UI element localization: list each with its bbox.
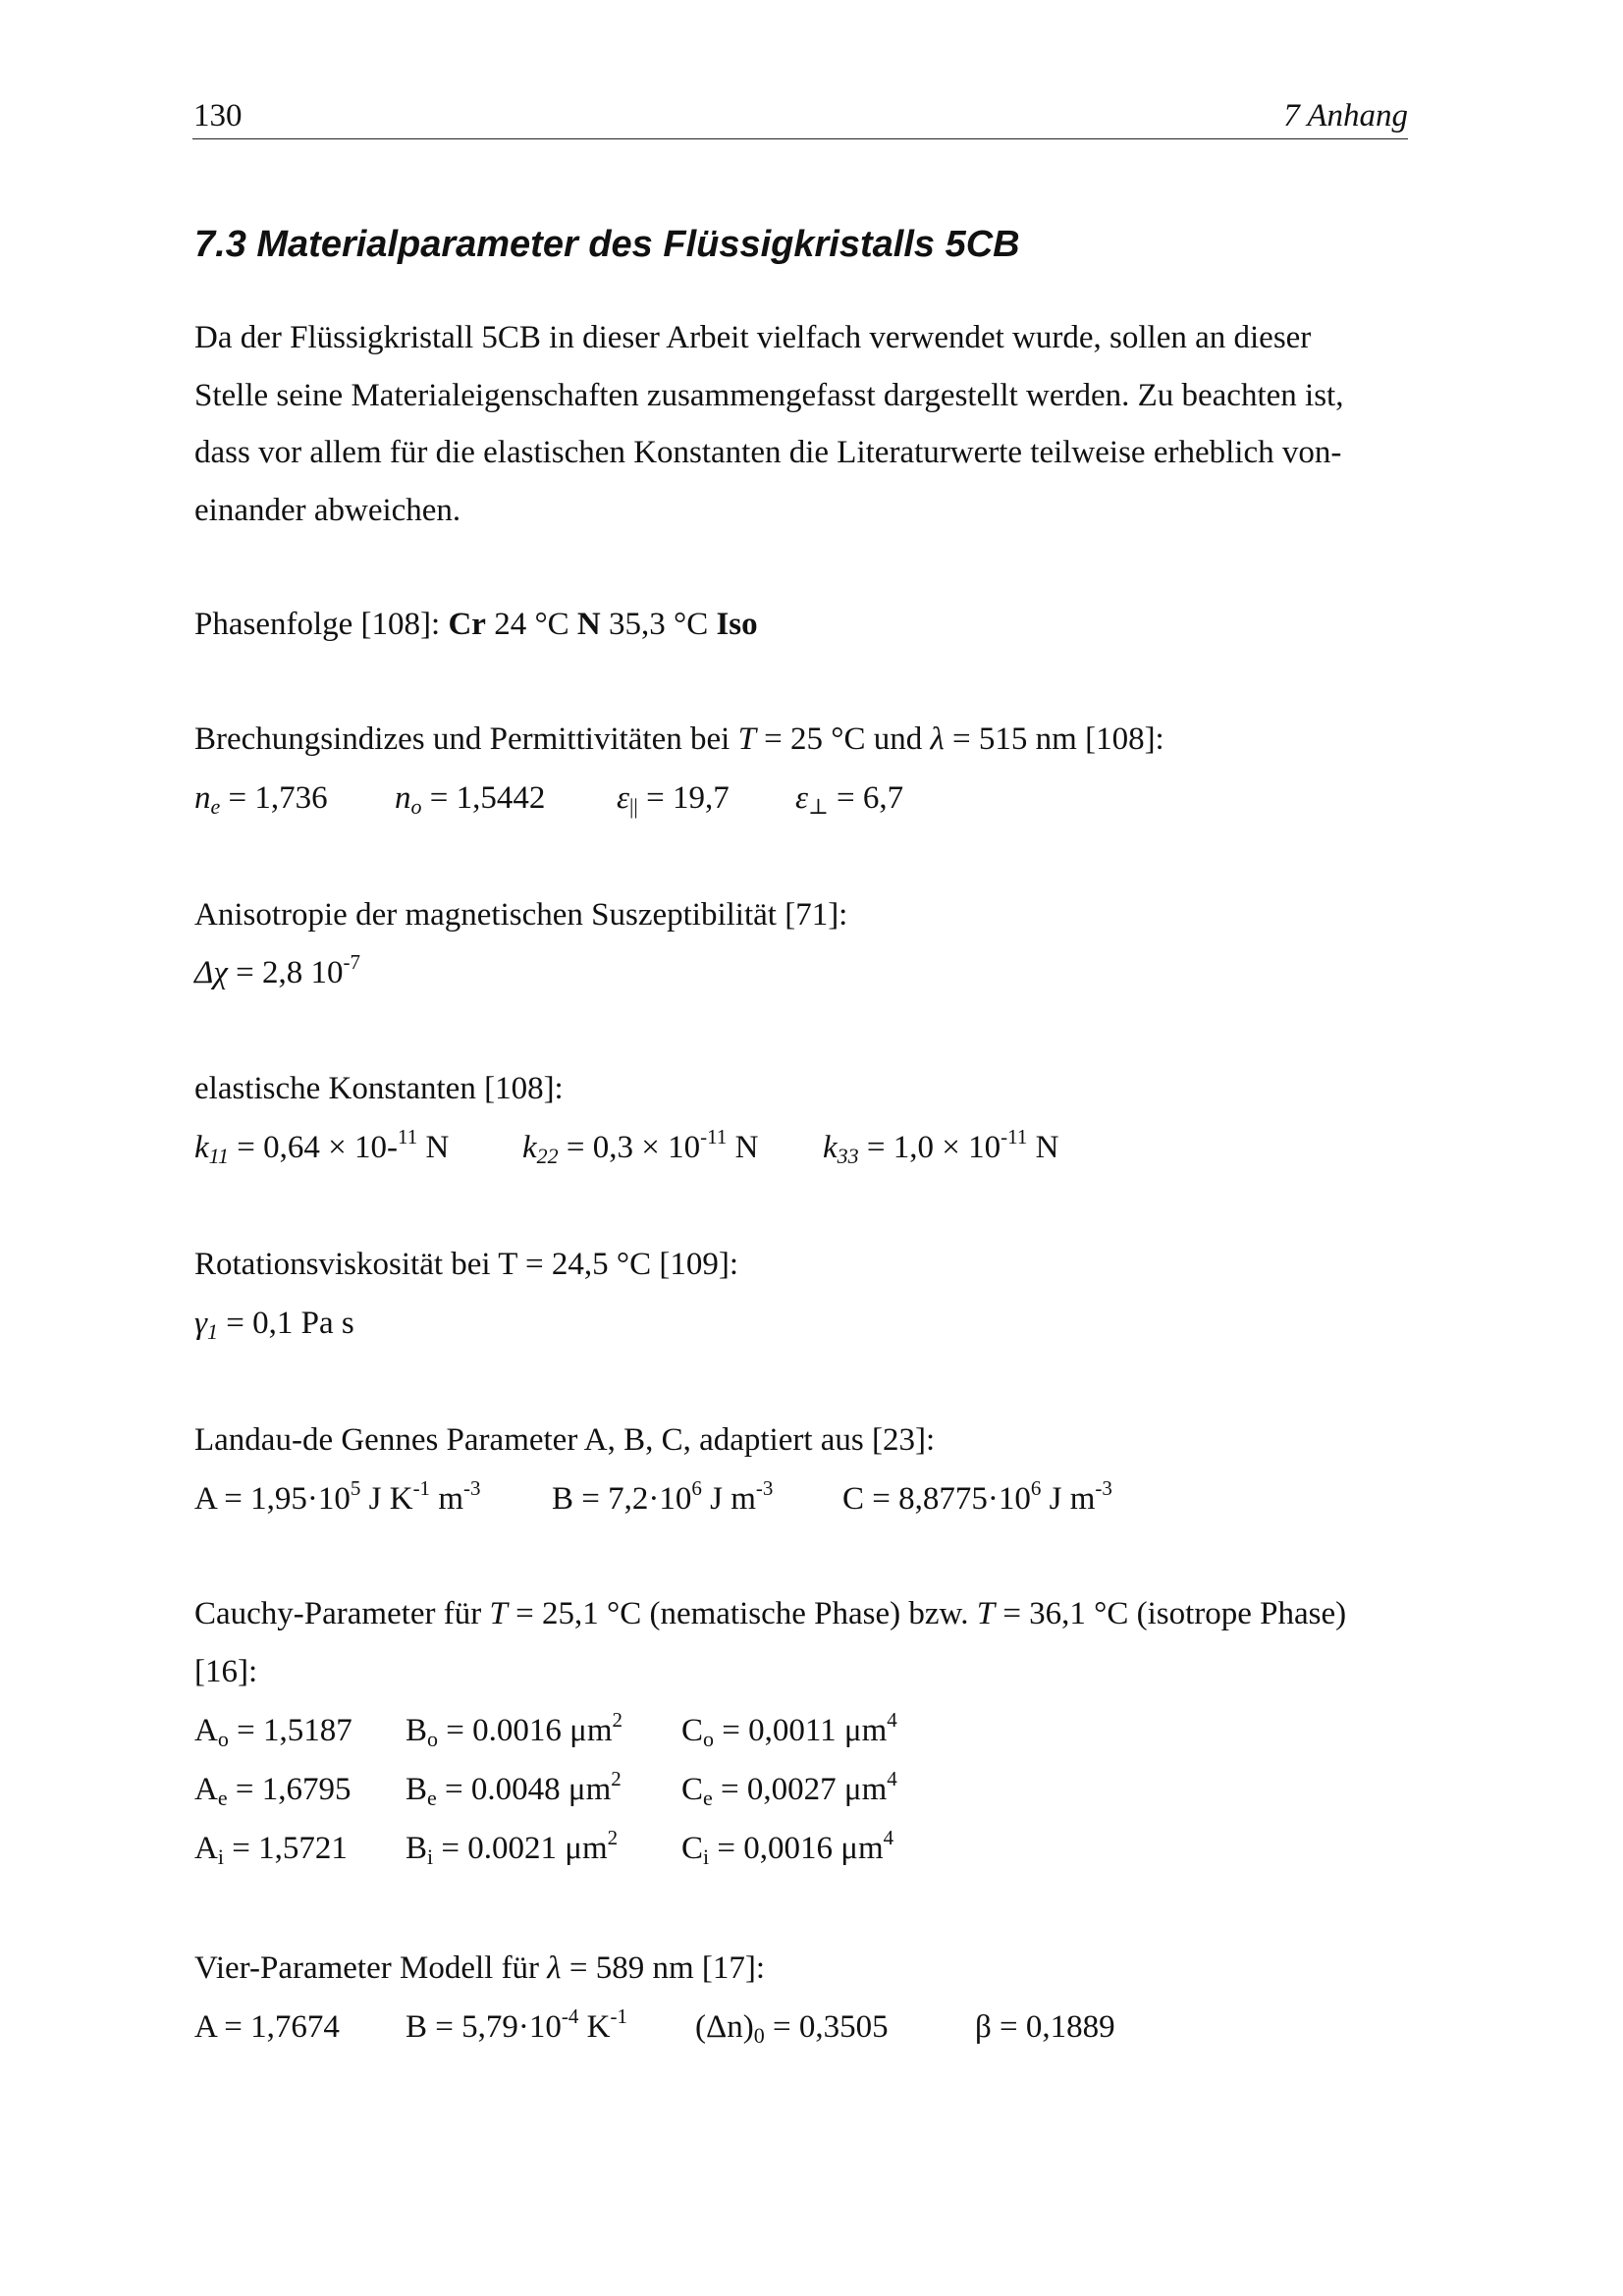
four-param-beta: β = 0,1889 <box>975 2009 1115 2045</box>
landau-b-unit-exponent: -3 <box>755 1476 774 1500</box>
delta-chi-number: = 2,8 10 <box>236 955 344 990</box>
k11-number: = 0,64 × 10- <box>237 1130 398 1165</box>
cauchy-b-exponent: 2 <box>607 1826 619 1849</box>
four-param-heading-post: = 589 nm [17]: <box>568 1950 766 1986</box>
magnetic-heading: Anisotropie der magnetischen Suszeptibilität [71]: <box>194 897 848 933</box>
k22-exponent: -11 <box>700 1125 728 1148</box>
section-title: 7.3 Materialparameter des Flüssigkristalls 5CB <box>194 224 1020 265</box>
cauchy-a <box>194 1829 348 1868</box>
landau-b-number: B = 7,2·10 <box>552 1481 692 1517</box>
page-number: 130 <box>193 98 243 133</box>
four-param-delta-n-number: = 0,3505 <box>772 2009 889 2045</box>
cauchy-c <box>681 1826 894 1869</box>
cauchy-a-number: = 1,5721 <box>232 1831 348 1866</box>
running-header: 7 Anhang <box>1283 98 1408 133</box>
eps-parallel-symbol: ε <box>617 780 630 816</box>
gamma-symbol: γ <box>194 1306 208 1341</box>
k33-subscript: 33 <box>837 1144 859 1168</box>
eps-parallel-subscript: || <box>629 794 638 819</box>
eps-parallel-number: = 19,7 <box>646 780 730 816</box>
cauchy-temperature-symbol: T <box>489 1596 508 1631</box>
cauchy-a-subscript: e <box>217 1786 228 1810</box>
no-number: = 1,5442 <box>429 780 546 816</box>
landau-c-value <box>842 1476 1112 1519</box>
landau-values <box>194 1476 1412 1519</box>
landau-a-number: A = 1,95·10 <box>194 1481 351 1517</box>
cauchy-a-label: A <box>194 1831 218 1866</box>
refraction-heading-pre: Brechungsindizes und Permittivitäten bei <box>194 721 730 757</box>
landau-c-exponent: 6 <box>1030 1476 1042 1500</box>
phase-t1: 24 °C <box>494 607 569 642</box>
refraction-values <box>194 778 1412 818</box>
k11-subscript: 11 <box>208 1144 230 1168</box>
four-param-heading-pre: Vier-Parameter Modell für <box>194 1950 540 1986</box>
k33-exponent: -11 <box>1001 1125 1028 1148</box>
cauchy-b-label: B <box>406 1772 428 1807</box>
cauchy-a-subscript: i <box>217 1844 224 1869</box>
magnetic-value <box>194 950 361 992</box>
k22-number: = 0,3 × 10 <box>566 1130 701 1165</box>
cauchy-b <box>406 1826 619 1869</box>
k11-exponent: 11 <box>398 1125 418 1148</box>
cauchy-b-exponent: 2 <box>612 1708 622 1732</box>
cauchy-row <box>194 1767 1412 1810</box>
cauchy-a-subscript: o <box>217 1727 229 1751</box>
landau-a-unit2: m <box>438 1481 463 1517</box>
gamma-subscript: 1 <box>207 1319 219 1344</box>
four-param-values <box>194 2004 1412 2048</box>
cauchy-c-subscript: o <box>703 1727 715 1751</box>
intro-line-1: Da der Flüssigkristall 5CB in dieser Arbeit vielfach verwendet wurde, sollen an dieser <box>194 320 1312 355</box>
k11-value <box>194 1125 450 1168</box>
four-param-b-unit-exponent: -1 <box>610 2004 627 2028</box>
k33-unit: N <box>1035 1130 1059 1165</box>
landau-c-unit: J m <box>1049 1481 1096 1517</box>
landau-a-value <box>194 1476 481 1519</box>
k11-unit: N <box>425 1130 450 1165</box>
viscosity-heading: Rotationsviskosität bei T = 24,5 °C [109]: <box>194 1247 739 1282</box>
cauchy-c-label: C <box>681 1772 704 1807</box>
landau-heading: Landau-de Gennes Parameter A, B, C, adaptiert aus [23]: <box>194 1422 936 1458</box>
four-param-delta-n-subscript: 0 <box>753 2023 765 2048</box>
k11-symbol: k <box>194 1130 209 1165</box>
landau-a-unit: J K <box>368 1481 413 1517</box>
ne-number: = 1,736 <box>228 780 328 816</box>
cauchy-c-exponent: 4 <box>887 1708 897 1732</box>
delta-chi-exponent: -7 <box>343 950 361 974</box>
landau-a-exponent: 5 <box>350 1476 361 1500</box>
eps-parallel-value <box>617 778 730 818</box>
intro-line-3: dass vor allem für die elastischen Konstanten die Literaturwerte teilweise erheblich von- <box>194 435 1342 470</box>
cauchy-heading <box>194 1594 1346 1633</box>
cauchy-c-label: C <box>681 1713 704 1748</box>
k33-value <box>823 1125 1059 1168</box>
cauchy-a-number: = 1,6795 <box>235 1772 352 1807</box>
cauchy-b-number: = 0.0021 μm <box>441 1831 608 1866</box>
eps-perp-subscript: ⊥ <box>808 794 829 819</box>
lambda-symbol: λ <box>930 721 945 757</box>
gamma-number: = 0,1 Pa s <box>226 1306 354 1341</box>
cauchy-heading-mid: = 25,1 °C (nematische Phase) bzw. <box>515 1596 969 1631</box>
intro-line-4: einander abweichen. <box>194 493 461 528</box>
cauchy-b-label: B <box>406 1713 428 1748</box>
eps-perp-value <box>795 778 903 818</box>
cauchy-b-number: = 0.0048 μm <box>445 1772 612 1807</box>
four-param-a: A = 1,7674 <box>194 2009 340 2045</box>
no-subscript: o <box>410 794 422 819</box>
cauchy-row <box>194 1826 1412 1869</box>
cauchy-b-exponent: 2 <box>611 1767 622 1790</box>
four-param-delta-n-label: (Δn) <box>695 2009 754 2045</box>
phase-label: Phasenfolge [108]: <box>194 607 441 642</box>
elastic-heading: elastische Konstanten [108]: <box>194 1071 564 1106</box>
intro-line-2: Stelle seine Materialeigenschaften zusammengefasst dargestellt werden. Zu beachten ist, <box>194 378 1344 413</box>
cauchy-temperature-symbol-2: T <box>976 1596 996 1631</box>
ne-symbol: n <box>194 780 211 816</box>
cauchy-c-subscript: e <box>703 1786 713 1810</box>
cauchy-c <box>681 1767 897 1810</box>
landau-a-unit2-exponent: -3 <box>462 1476 481 1500</box>
temperature-symbol: T <box>737 721 756 757</box>
four-param-b-number: B = 5,79·10 <box>406 2009 562 2045</box>
cauchy-c-number: = 0,0011 μm <box>722 1713 888 1748</box>
cauchy-a-label: A <box>194 1772 218 1807</box>
cauchy-heading-pre: Cauchy-Parameter für <box>194 1596 482 1631</box>
k22-value <box>522 1125 759 1168</box>
cauchy-c-label: C <box>681 1831 704 1866</box>
k33-number: = 1,0 × 10 <box>866 1130 1001 1165</box>
cauchy-heading-post: = 36,1 °C (isotrope Phase) <box>1002 1596 1347 1631</box>
delta-chi-symbol: Δχ <box>194 955 228 990</box>
header-rule <box>192 138 1408 139</box>
four-param-b-exponent: -4 <box>561 2004 579 2028</box>
cauchy-a-number: = 1,5187 <box>237 1713 352 1748</box>
cauchy-b-number: = 0.0016 μm <box>446 1713 613 1748</box>
four-param-b <box>406 2004 627 2047</box>
phase-cr: Cr <box>448 607 486 642</box>
cauchy-c-subscript: i <box>703 1844 710 1869</box>
cauchy-c-number: = 0,0016 μm <box>717 1831 884 1866</box>
cauchy-c <box>681 1708 897 1751</box>
cauchy-b-label: B <box>406 1831 428 1866</box>
four-param-heading <box>194 1949 765 1988</box>
cauchy-b <box>406 1767 622 1810</box>
cauchy-b-subscript: o <box>427 1727 439 1751</box>
landau-b-unit: J m <box>710 1481 756 1517</box>
phase-iso: Iso <box>716 607 758 642</box>
cauchy-c-exponent: 4 <box>887 1767 897 1790</box>
viscosity-value <box>194 1304 354 1343</box>
no-value <box>395 778 545 818</box>
phase-sequence <box>194 605 758 644</box>
phase-t2: 35,3 °C <box>609 607 709 642</box>
cauchy-b-subscript: i <box>427 1844 434 1869</box>
eps-perp-number: = 6,7 <box>836 780 904 816</box>
landau-c-unit-exponent: -3 <box>1095 1476 1112 1500</box>
cauchy-a-label: A <box>194 1713 218 1748</box>
cauchy-a <box>194 1711 352 1750</box>
refraction-heading-mid: = 25 °C und <box>764 721 923 757</box>
four-param-delta-n <box>695 2007 889 2047</box>
elastic-values <box>194 1125 1412 1168</box>
refraction-heading-post: = 515 nm [108]: <box>952 721 1164 757</box>
landau-b-exponent: 6 <box>691 1476 702 1500</box>
k22-unit: N <box>734 1130 759 1165</box>
cauchy-b-subscript: e <box>427 1786 437 1810</box>
ne-subscript: e <box>210 794 221 819</box>
four-param-b-unit: K <box>586 2009 611 2045</box>
cauchy-c-number: = 0,0027 μm <box>721 1772 888 1807</box>
four-param-lambda-symbol: λ <box>547 1950 562 1986</box>
landau-c-number: C = 8,8775·10 <box>842 1481 1031 1517</box>
k22-symbol: k <box>522 1130 537 1165</box>
no-symbol: n <box>395 780 411 816</box>
refraction-heading <box>194 720 1164 759</box>
cauchy-reference: [16]: <box>194 1654 258 1689</box>
ne-value <box>194 778 328 818</box>
eps-perp-symbol: ε <box>795 780 809 816</box>
k33-symbol: k <box>823 1130 838 1165</box>
landau-b-value <box>552 1476 774 1519</box>
cauchy-a <box>194 1770 351 1809</box>
phase-n: N <box>576 607 601 642</box>
cauchy-b <box>406 1708 622 1751</box>
cauchy-c-exponent: 4 <box>883 1826 894 1849</box>
k22-subscript: 22 <box>536 1144 559 1168</box>
landau-a-unit-exponent: -1 <box>412 1476 431 1500</box>
cauchy-row <box>194 1708 1412 1751</box>
